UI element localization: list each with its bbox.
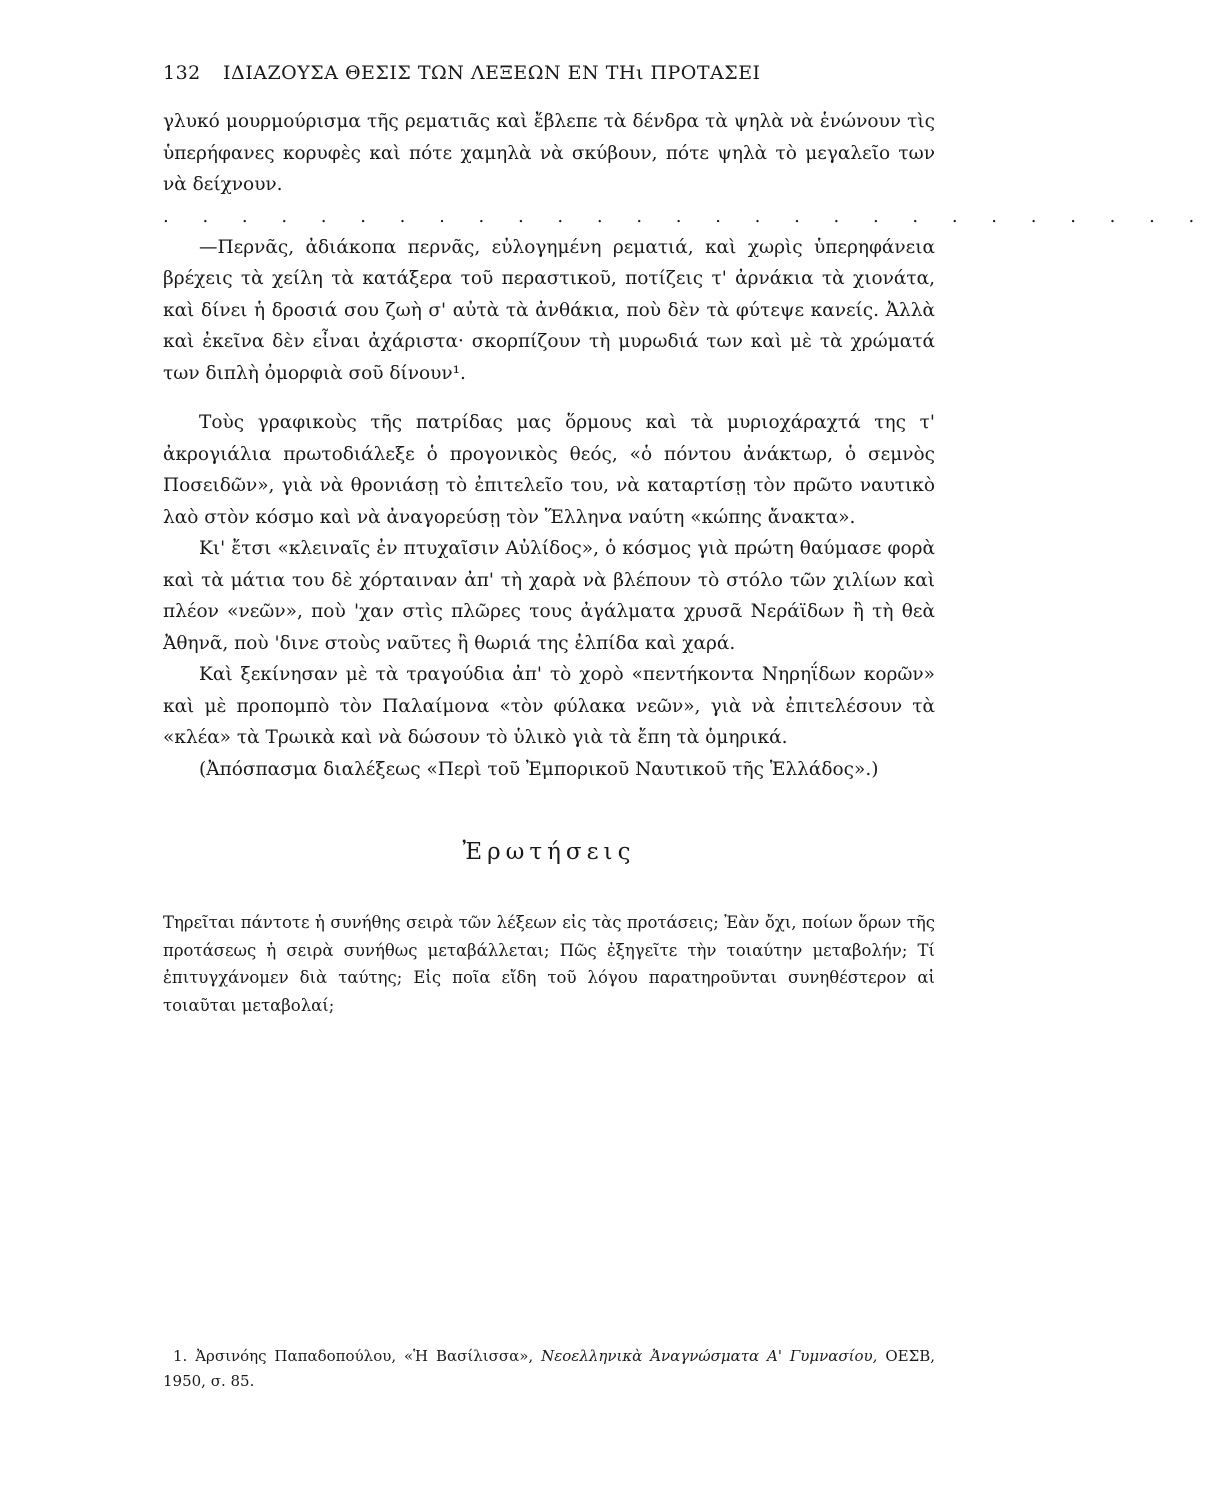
- footnote-author-title: Ἀρσινόης Παπαδοπούλου, «Ἡ Βασίλισσα»,: [195, 1347, 534, 1365]
- page-number: 132: [163, 62, 201, 84]
- footnote-source: Νεοελληνικὰ Ἀναγνώσματα Α' Γυμνασίου,: [541, 1347, 878, 1365]
- passage1-paragraph2: —Περνᾶς, ἀδιάκοπα περνᾶς, εὐλογημένη ρεματιά, καὶ χωρὶς ὑπερηφάνεια βρέχεις τὰ χείλη τὰ κατάξερα τοῦ περαστικοῦ, ποτίζεις τ' ἀρνάκια τὰ χιονάτα, καὶ δίνει ἡ δροσιά σου ζωὴ σ' αὐτὰ τὰ ἀνθάκια, ποὺ δὲν τὰ φύτεψε κανείς. Ἀλλὰ καὶ ἐκεῖνα δὲν εἶναι ἀχάριστα· σκορπίζουν τὴ μυρωδιά των καὶ μὲ τὰ χρώματά των διπλὴ ὀμορφιὰ σοῦ δίνουν¹.: [163, 236, 935, 384]
- page-body: [163, 62, 1208, 1019]
- footnote-publisher: ΟΕΣΒ, 1950, σ. 85.: [163, 1347, 935, 1390]
- footnote-marker: 1.: [173, 1347, 188, 1365]
- footnote: [163, 1344, 935, 1394]
- running-title: ΙΔΙΑΖΟΥΣΑ ΘΕΣΙΣ ΤΩΝ ΛΕΞΕΩΝ ΕΝ ΤΗι ΠΡΟΤΑΣΕΙ: [223, 62, 761, 84]
- passage2-paragraph1: Τοὺς γραφικοὺς τῆς πατρίδας μας ὅρμους καὶ τὰ μυριοχάραχτά της τ' ἀκρογιάλια πρωτοδιάλεξε ὁ προγονικὸς θεός, «ὁ πόντου ἀνάκτωρ, ὁ σεμνὸς Ποσειδῶν», γιὰ νὰ θρονιάσῃ τὸ ἐπιτελεῖο του, νὰ καταρτίσῃ τὸν πρῶτο ναυτικὸ λαὸ στὸν κόσμο καὶ νὰ ἀναγορεύσῃ τὸν Ἕλληνα ναύτη «κώπης ἄνακτα».: [163, 412, 935, 528]
- passage1-paragraph1: γλυκό μουρμούρισμα τῆς ρεματιᾶς καὶ ἔβλεπε τὰ δένδρα τὰ ψηλὰ νὰ ἑνώνουν τὶς ὑπερήφανες κορυφὲς καὶ πότε χαμηλὰ νὰ σκύβουν, πότε ψηλὰ τὸ μεγαλεῖο των νὰ δείχνουν.: [163, 111, 935, 195]
- questions-paragraph: Τηρεῖται πάντοτε ἡ συνήθης σειρὰ τῶν λέξεων εἰς τὰς προτάσεις; Ἐὰν ὄχι, ποίων ὅρων τῆς προτάσεως ἡ σειρὰ συνήθως μεταβάλλεται; Πῶς ἐξηγεῖτε τὴν τοιαύτην μεταβολήν; Τί ἐπιτυγχάνομεν διὰ ταύτης; Εἰς ποῖα εἴδη τοῦ λόγου παρατηροῦνται συνηθέστερον αἱ τοιαῦται μεταβολαί;: [163, 913, 935, 1015]
- passage2-paragraph3: Καὶ ξεκίνησαν μὲ τὰ τραγούδια ἀπ' τὸ χορὸ «πεντήκοντα Νηρηΐδων κορῶν» καὶ μὲ προπομπὸ τὸν Παλαίμονα «τὸν φύλακα νεῶν», γιὰ νὰ ἐπιτελέσουν τὰ «κλέα» τὰ Τρωικὰ καὶ νὰ δώσουν τὸ ὑλικὸ γιὰ τὰ ἔπη τὰ ὁμηρικά.: [163, 664, 935, 748]
- passage2-paragraph2: Κι' ἔτσι «κλειναῖς ἐν πτυχαῖσιν Αὐλίδος», ὁ κόσμος γιὰ πρώτη θαύμασε φορὰ καὶ τὰ μάτια του δὲ χόρταιναν ἀπ' τὴ χαρὰ νὰ βλέπουν τὸ στόλο τῶν χιλίων καὶ πλέον «νεῶν», ποὺ 'χαν στὶς πλῶρες τους ἀγάλματα χρυσᾶ Νεράϊδων ἢ τὴ θεὰ Ἀθηνᾶ, ποὺ 'δινε στοὺς ναῦτες ἢ θωριά της ἐλπίδα καὶ χαρά.: [163, 538, 935, 654]
- passage2-source: (Ἀπόσπασμα διαλέξεως «Περὶ τοῦ Ἐμπορικοῦ Ναυτικοῦ τῆς Ἑλλάδος».): [199, 758, 879, 780]
- section-heading: Ἐρωτήσεις: [462, 839, 636, 865]
- running-header: [163, 62, 935, 84]
- ellipsis-divider: . . . . . . . . . . . . . . . . . . . . . . . . . . .: [163, 205, 1208, 227]
